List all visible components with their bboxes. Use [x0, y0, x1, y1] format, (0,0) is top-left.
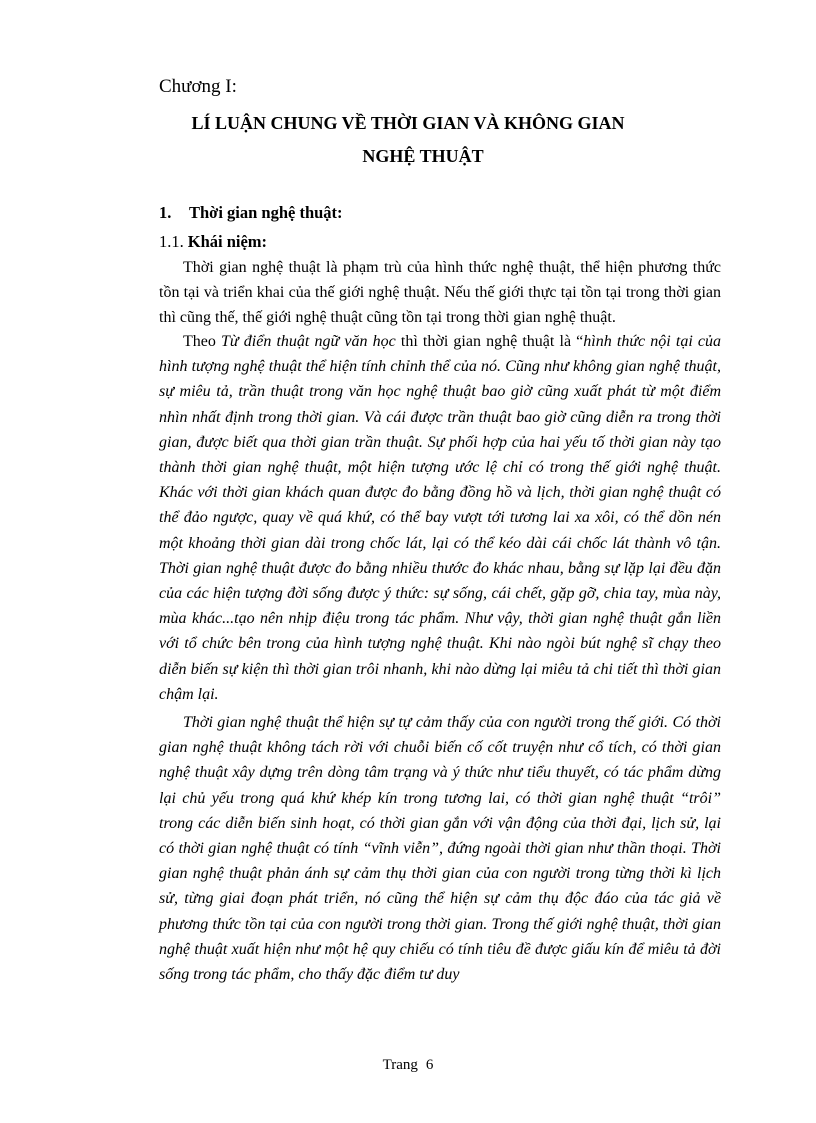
page-label: Trang — [382, 1057, 418, 1073]
section-title: Thời gian nghệ thuật: — [189, 203, 343, 222]
subsection-number: 1.1. — [159, 232, 184, 251]
chapter-label: Chương I: — [159, 76, 237, 97]
chapter-title-line-2: NGHỆ THUẬT — [362, 146, 484, 166]
paragraph-2-intro: Theo — [183, 333, 222, 350]
dictionary-quote: hình thức nội tại của hình tượng nghệ thuật thể hiện tính chỉnh thể của nó. Cũng như không gian nghệ thuật, sự miêu tả, trần thuật trong văn học nghệ thuật bao giờ cũng xuất phát từ một điểm nhìn nhất định trong thời gian. Và cái được trần thuật bao giờ cũng diễn ra trong thời gian, được biết qua thời gian trần thuật. Sự phối hợp của hai yếu tố thời gian này tạo thành thời gian nghệ thuật, một hiện tượng ước lệ chỉ có trong thế giới nghệ thuật. Khác với thời gian khách quan được đo bằng đồng hồ và lịch, thời gian nghệ thuật có thể đảo ngược, quay về quá khứ, có thể bay vượt tới tương lai xa xôi, có thể dồn nén một khoảng thời gian dài trong chốc lát, lại có thể kéo dài cái chốc lát thành vô tận. Thời gian nghệ thuật được đo bằng nhiều thước đo khác nhau, bằng sự lặp lại đều đặn của các hiện tượng đời sống được ý thức: sự sống, cái chết, gặp gỡ, chia tay, mùa này, mùa khác...tạo nên nhịp điệu trong tác phẩm. Như vậy, thời gian nghệ thuật gắn liền với tổ chức bên trong của hình tượng nghệ thuật. Khi nào ngòi bút nghệ sĩ chạy theo diễn biến sự kiện thì thời gian trôi nhanh, khi nào dừng lại miêu tả chi tiết thì thời gian chậm lại. — [159, 333, 722, 703]
subsection-heading-1-1 — [159, 231, 267, 253]
section-heading-1 — [159, 202, 343, 224]
paragraph-2 — [159, 329, 721, 707]
page-number: 6 — [425, 1057, 434, 1073]
paragraph-3-text: Thời gian nghệ thuật thể hiện sự tự cảm thấy của con người trong thế giới. Có thời gian nghệ thuật không tách rời với chuỗi biến cố cốt truyện như cổ tích, có thời gian nghệ thuật xây dựng trên dòng tâm trạng và ý thức như tiểu thuyết, có tác phẩm dừng lại chủ yếu trong quá khứ khép kín trong tương lai, có thời gian nghệ thuật “trôi” trong các diễn biến sinh hoạt, có thời gian gắn với vận động của thời đại, lịch sử, lại có thời gian nghệ thuật có tính “vĩnh viễn”, đứng ngoài thời gian như thần thoại. Thời gian nghệ thuật phản ánh sự cảm thụ thời gian của con người trong từng thời kì lịch sử, từng giai đoạn phát triển, nó cũng thể hiện sự cảm thụ độc đáo của tác giả về phương thức tồn tại của con người trong thời gian. Trong thế giới nghệ thuật, thời gian nghệ thuật xuất hiện như một hệ quy chiếu có tính tiêu đề được giấu kín để miêu tả đời sống trong tác phẩm, cho thấy đặc điểm tư duy — [159, 714, 721, 984]
paragraph-3 — [159, 710, 721, 987]
chapter-title-line-1: LÍ LUẬN CHUNG VỀ THỜI GIAN VÀ KHÔNG GIAN — [191, 113, 625, 133]
section-number: 1. — [159, 203, 172, 222]
dictionary-title: Từ điển thuật ngữ văn học — [221, 333, 396, 350]
page-footer — [0, 1055, 816, 1075]
paragraph-2-lead: thì thời gian nghệ thuật là “ — [395, 333, 584, 350]
paragraph-1: Thời gian nghệ thuật là phạm trù của hình thức nghệ thuật, thể hiện phương thức tồn tại và triển khai của thế giới nghệ thuật. Nếu thế giới thực tại tồn tại trong thời gian thì cũng thế, thế giới nghệ thuật cũng tồn tại trong thời gian nghệ thuật. — [159, 259, 721, 327]
subsection-title: Khái niệm: — [187, 232, 268, 251]
